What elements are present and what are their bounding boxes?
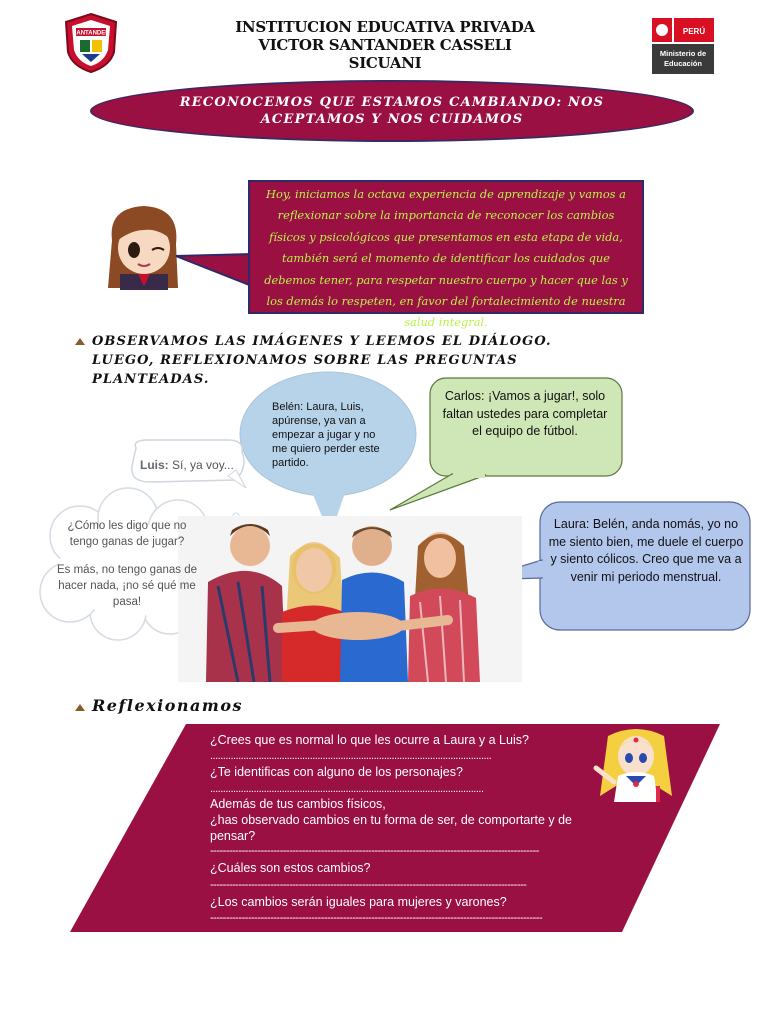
sailor-moon-illustration bbox=[588, 726, 684, 802]
belen-dialogue: Belén: Laura, Luis, apúrense, ya van a empezar a jugar y no me quiero perder este partido. bbox=[272, 401, 380, 469]
answer-line-1: .............................................................................................................. bbox=[210, 751, 492, 761]
session-title-text: RECONOCEMOS QUE ESTAMOS CAMBIANDO: NOS ACEPTAMOS Y NOS CUIDAMOS bbox=[179, 95, 605, 127]
header-line-1: INSTITUCION EDUCATIVA PRIVADA bbox=[235, 18, 535, 36]
question-4: ¿Cuáles son estos cambios? bbox=[210, 861, 371, 875]
answer-line-5: --------------------------------------------------------------------------------------------------------- bbox=[210, 913, 543, 923]
question-2: ¿Te identificas con alguno de los personajes? bbox=[210, 765, 463, 779]
header-line-2: VICTOR SANTANDER CASSELI bbox=[258, 36, 512, 54]
question-1: ¿Crees que es normal lo que les ocurre a Laura y a Luis? bbox=[210, 733, 529, 747]
svg-text:Educación: Educación bbox=[664, 59, 702, 68]
question-5: ¿Los cambios serán iguales para mujeres y varones? bbox=[210, 895, 507, 909]
luis-name-label: Luis: bbox=[140, 458, 169, 472]
answer-line-2: ........................................................................................................... bbox=[210, 784, 484, 794]
answer-line-4: ---------------------------------------------------------------------------------------------------- bbox=[210, 880, 527, 890]
carlos-dialogue: Carlos: ¡Vamos a jugar!, solo faltan ustedes para completar el equipo de fútbol. bbox=[442, 389, 608, 438]
question-3 bbox=[210, 796, 580, 844]
answer-line-3: -------------------------------------------------------------------------------------------------------- bbox=[210, 846, 539, 856]
svg-text:SANTANDER: SANTANDER bbox=[72, 30, 110, 37]
luis-dialogue-text: Sí, ya voy... bbox=[168, 458, 234, 472]
laura-dialogue: Laura: Belén, anda nomás, yo no me siento bien, me duele el cuerpo y siento cólicos. Creo que me va a venir mi periodo menstrual. bbox=[548, 517, 744, 584]
intro-text: Hoy, iniciamos la octava experiencia de aprendizaje y vamos a reflexionar sobre la importancia de reconocer los cambios físicos y psicológicos que presentamos en esta etapa de vida, también será el momento de identificar los cuidados que debemos tener, para respetar nuestro cuerpo y hacer que las y los demás lo respeten, en favor del fortalecimiento de nuestra salud integral. bbox=[264, 187, 628, 330]
question-3-part-2: ¿has observado cambios en tu forma de ser, de comportarte y de pensar? bbox=[210, 813, 572, 843]
svg-text:Ministerio de: Ministerio de bbox=[659, 49, 707, 58]
question-3-part-1: Además de tus cambios físicos, bbox=[210, 797, 386, 811]
svg-text:PERÚ: PERÚ bbox=[682, 27, 706, 36]
header-line-3: SICUANI bbox=[348, 54, 422, 72]
thought-text-1: ¿Cómo les digo que no tengo ganas de jugar? bbox=[67, 520, 187, 548]
instructions-heading: OBSERVAMOS LAS IMÁGENES Y LEEMOS EL DIÁLOGO. LUEGO, REFLEXIONAMOS SOBRE LAS PREGUNTAS PLANTEADAS. bbox=[92, 334, 552, 387]
thought-text-2: Es más, no tengo ganas de hacer nada, ¡no sé qué me pasa! bbox=[56, 564, 197, 608]
reflexionamos-heading: Reflexionamos bbox=[92, 696, 244, 715]
